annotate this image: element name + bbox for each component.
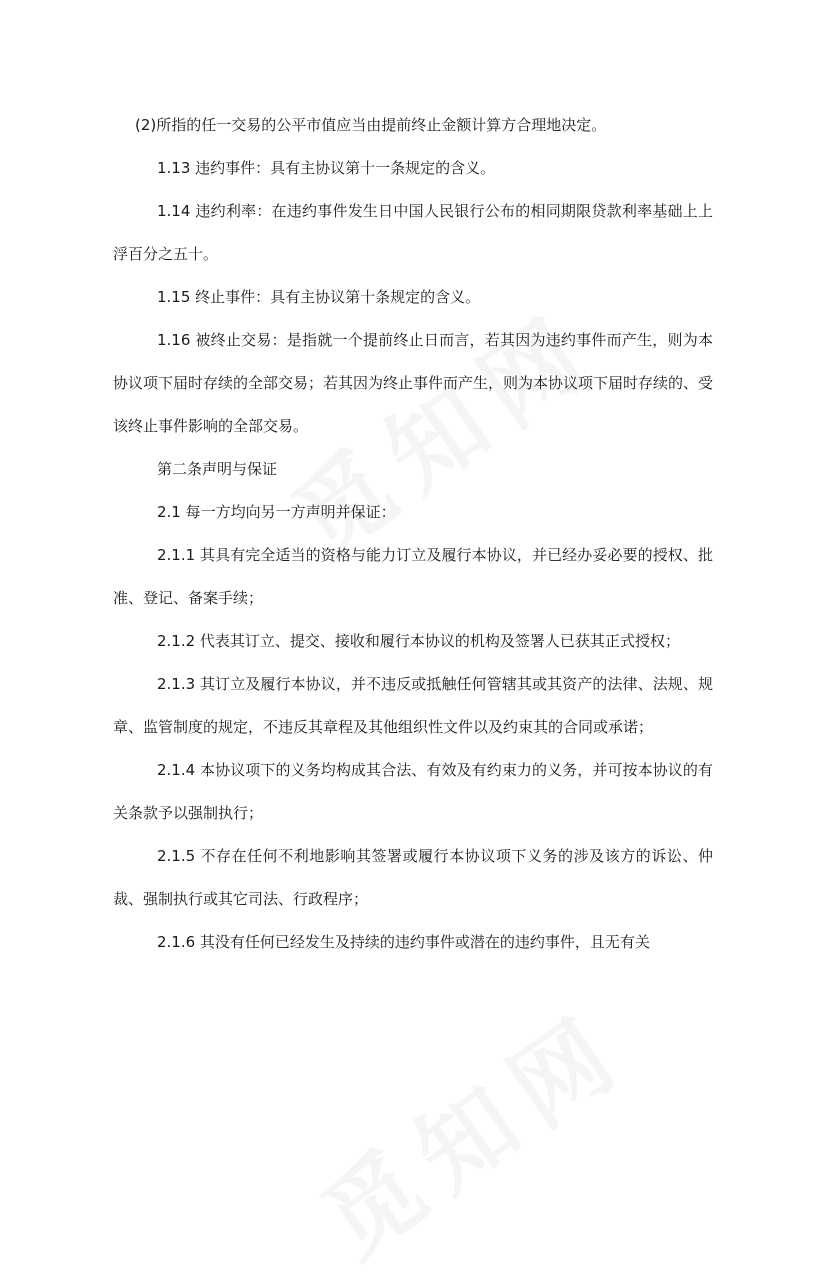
paragraph-1-15: 1.15 终止事件：具有主协议第十条规定的含义。 bbox=[157, 288, 481, 306]
watermark bbox=[292, 974, 651, 1282]
paragraph-1-13: 1.13 违约事件：具有主协议第十一条规定的含义。 bbox=[157, 159, 496, 177]
paragraph-2-1-1: 2.1.1 其具有完全适当的资格与能力订立及履行本协议，并已经办妥必要的授权、批准、登记、备案手续； bbox=[113, 546, 713, 607]
paragraph-2-1-3: 2.1.3 其订立及履行本协议，并不违反或抵触任何管辖其或其资产的法律、法规、规章、监管制度的规定，不违反其章程及其他组织性文件以及约束其的合同或承诺； bbox=[113, 675, 713, 736]
paragraph-2-1-4: 2.1.4 本协议项下的义务均构成其合法、有效及有约束力的义务，并可按本协议的有关条款予以强制执行； bbox=[113, 761, 713, 822]
paragraph-fair-market-value: (2)所指的任一交易的公平市值应当由提前终止金额计算方合理地决定。 bbox=[135, 116, 607, 134]
paragraph-2-1-2: 2.1.2 代表其订立、提交、接收和履行本协议的机构及签署人已获其正式授权； bbox=[157, 632, 680, 650]
paragraph-1-16: 1.16 被终止交易：是指就一个提前终止日而言，若其因为违约事件而产生，则为本协议项下届时存续的全部交易；若其因为终止事件而产生，则为本协议项下届时存续的、受该终止事件影响的全部交易。 bbox=[113, 331, 714, 435]
paragraph-2-1-5: 2.1.5 不存在任何不利地影响其签署或履行本协议项下义务的涉及该方的诉讼、仲裁、强制执行或其它司法、行政程序； bbox=[113, 847, 713, 908]
paragraph-2-1-6: 2.1.6 其没有任何已经发生及持续的违约事件或潜在的违约事件，且无有关 bbox=[157, 933, 650, 951]
paragraph-1-14: 1.14 违约利率：在违约事件发生日中国人民银行公布的相同期限贷款利率基础上上浮百分之五十。 bbox=[113, 202, 713, 263]
document-body bbox=[113, 104, 713, 964]
paragraph-2-1: 2.1 每一方均向另一方声明并保证： bbox=[157, 503, 396, 521]
section-heading-article-2: 第二条声明与保证 bbox=[157, 460, 278, 478]
